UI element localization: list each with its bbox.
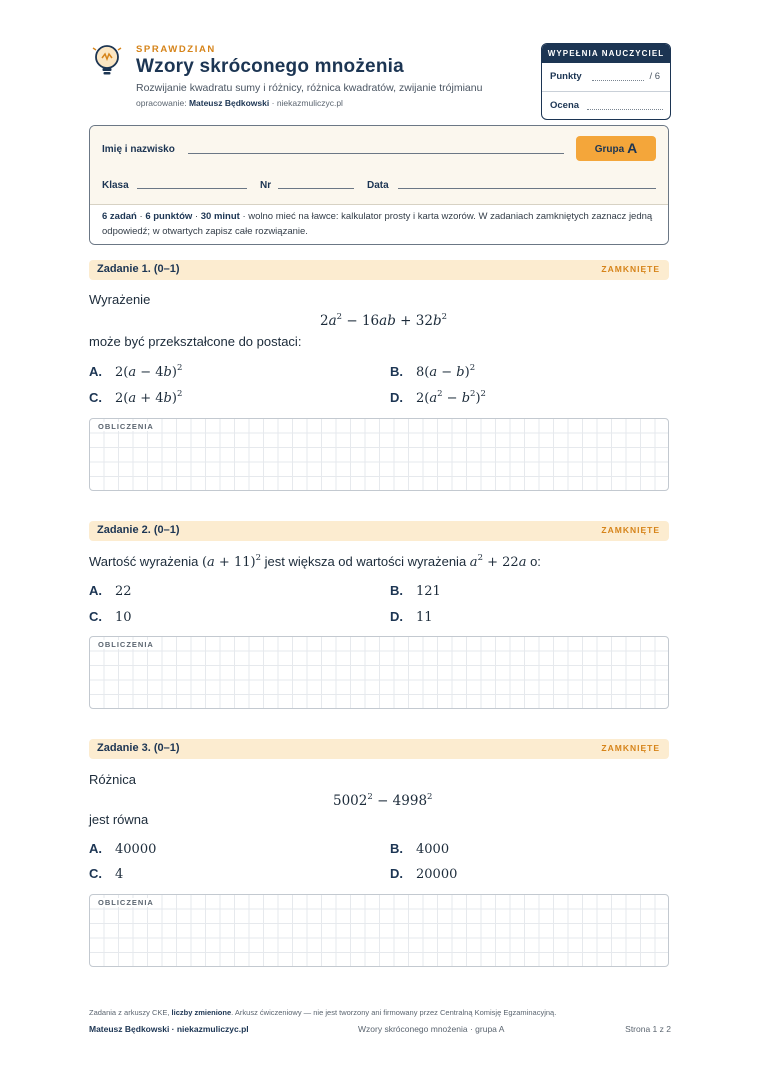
task-1-intro: Wyrażenie — [89, 292, 151, 307]
grade-field[interactable] — [587, 109, 663, 110]
task-1-calculation-area[interactable] — [89, 418, 669, 491]
info-separator: · — [136, 211, 146, 222]
option-letter: D. — [390, 390, 403, 405]
option-letter: D. — [390, 609, 403, 624]
question-expression: $a^2 + 22a$ — [469, 553, 527, 570]
option-value: 121 — [416, 584, 441, 599]
option-value: 22 — [115, 584, 132, 599]
task-1-option-a[interactable] — [89, 363, 182, 380]
group-label: Grupa — [594, 144, 625, 155]
option-value: 4000 — [416, 842, 450, 857]
calc-label: OBLICZENIA — [98, 422, 154, 431]
option-letter: C. — [89, 609, 102, 624]
task-2-option-a[interactable] — [89, 583, 132, 599]
question-text: o: — [526, 554, 541, 569]
task-3-option-b[interactable] — [390, 841, 449, 857]
calc-label: OBLICZENIA — [98, 898, 154, 907]
footer-note-text: . Arkusz ćwiczeniowy — nie jest tworzony ani firmowany przez Centralną Komisję Egzaminacyjną. — [231, 1008, 557, 1017]
teacher-box — [541, 43, 671, 120]
task-2-option-d[interactable] — [390, 609, 433, 625]
task-3-type: ZAMKNIĘTE — [601, 743, 660, 753]
name-field[interactable] — [188, 153, 564, 154]
points-field[interactable] — [592, 80, 644, 81]
task-1-header — [89, 260, 669, 280]
points-label: Punkty — [550, 71, 582, 82]
task-2-title: Zadanie 2. (0–1) — [97, 524, 180, 536]
points-row[interactable] — [542, 63, 670, 91]
footer-note-bold: liczby zmienione — [171, 1008, 232, 1017]
nr-label: Nr — [260, 180, 272, 191]
option-letter: A. — [89, 583, 102, 598]
info-rest: · wolno mieć na ławce: kalkulator prosty i karta wzorów. W zadaniach zamkniętych zaznacz jedną odpowiedź; w otwartych zapisz całe rozwiązanie. — [102, 211, 653, 237]
task-1-option-b[interactable] — [390, 363, 475, 380]
option-value: $2(a + 4b)^2$ — [115, 389, 183, 406]
option-value: $2(a - 4b)^2$ — [115, 363, 183, 380]
author-line — [136, 98, 343, 108]
lightbulb-icon — [92, 44, 122, 78]
option-value: 20000 — [416, 867, 458, 882]
option-value: $2(a^2 - b^2)^2$ — [416, 389, 486, 406]
grade-row[interactable] — [542, 91, 670, 119]
option-letter: D. — [390, 866, 403, 881]
task-2-header — [89, 521, 669, 541]
task-3-title: Zadanie 3. (0–1) — [97, 742, 180, 754]
instructions — [90, 204, 668, 245]
footer-author: Mateusz Będkowski · niekazmuliczyc.pl — [89, 1024, 249, 1034]
task-3-header — [89, 739, 669, 759]
footer-note-text: Zadania z arkuszy CKE, — [89, 1008, 172, 1017]
author-name: Mateusz Będkowski — [188, 98, 270, 108]
option-letter: B. — [390, 841, 403, 856]
question-text: Wartość wyrażenia — [89, 554, 202, 569]
option-value: 10 — [115, 610, 132, 625]
group-badge[interactable] — [576, 136, 656, 161]
task-1-option-d[interactable] — [390, 389, 486, 406]
task-1-after: może być przekształcone do postaci: — [89, 334, 302, 349]
class-field[interactable] — [137, 188, 247, 189]
date-field[interactable] — [398, 188, 656, 189]
info-tasks: 6 zadań — [102, 211, 137, 222]
nr-field[interactable] — [278, 188, 354, 189]
task-1-type: ZAMKNIĘTE — [601, 264, 660, 274]
name-label: Imię i nazwisko — [102, 144, 175, 155]
date-label: Data — [367, 180, 389, 191]
task-3-expression: $5002^2 - 4998^2$ — [333, 792, 433, 809]
footer-page-number: Strona 1 z 2 — [625, 1024, 671, 1034]
task-1-expression: $2a^2 - 16ab + 32b^2$ — [320, 312, 448, 329]
task-3-option-d[interactable] — [390, 866, 457, 882]
task-3-option-a[interactable] — [89, 841, 156, 857]
author-site: · niekazmuliczyc.pl — [271, 98, 343, 108]
points-max: / 6 — [649, 71, 660, 82]
task-2-option-b[interactable] — [390, 583, 441, 599]
option-letter: A. — [89, 364, 102, 379]
option-letter: B. — [390, 364, 403, 379]
task-3-intro: Różnica — [89, 772, 136, 787]
option-letter: C. — [89, 866, 102, 881]
option-value: 11 — [416, 610, 433, 625]
teacher-box-heading: WYPEŁNIA NAUCZYCIEL — [542, 44, 670, 63]
task-3-option-c[interactable] — [89, 866, 123, 882]
task-3-after: jest równa — [89, 812, 149, 827]
option-letter: C. — [89, 390, 102, 405]
class-label: Klasa — [102, 180, 129, 191]
info-separator: · — [192, 211, 201, 222]
document-eyebrow: SPRAWDZIAN — [136, 44, 216, 55]
option-value: $8(a - b)^2$ — [416, 363, 476, 380]
info-time: 30 minut — [200, 211, 240, 222]
task-2-calculation-area[interactable] — [89, 636, 669, 709]
option-letter: A. — [89, 841, 102, 856]
group-letter: A — [627, 140, 638, 156]
footer-document-title: Wzory skróconego mnożenia · grupa A — [358, 1024, 505, 1034]
task-1-option-c[interactable] — [89, 389, 182, 406]
question-expression: $(a + 11)^2$ — [201, 553, 261, 570]
task-2-option-c[interactable] — [89, 609, 132, 625]
option-letter: B. — [390, 583, 403, 598]
task-1-title: Zadanie 1. (0–1) — [97, 263, 180, 275]
grade-label: Ocena — [550, 100, 580, 111]
option-value: 4 — [115, 867, 124, 882]
question-text: jest większa od wartości wyrażenia — [260, 554, 470, 569]
page-subtitle: Rozwijanie kwadratu sumy i różnicy, różnica kwadratów, zwijanie trójmianu — [136, 82, 483, 94]
info-points: 6 punktów — [145, 211, 193, 222]
option-value: 40000 — [115, 842, 157, 857]
task-2-type: ZAMKNIĘTE — [601, 525, 660, 535]
student-info-box — [89, 125, 669, 245]
calc-label: OBLICZENIA — [98, 640, 154, 649]
task-2-question — [89, 553, 541, 570]
footer-note — [89, 1008, 556, 1017]
author-prefix: opracowanie: — [136, 98, 187, 108]
page-title: Wzory skróconego mnożenia — [136, 56, 404, 77]
task-3-calculation-area[interactable] — [89, 894, 669, 967]
student-fields — [90, 126, 668, 204]
